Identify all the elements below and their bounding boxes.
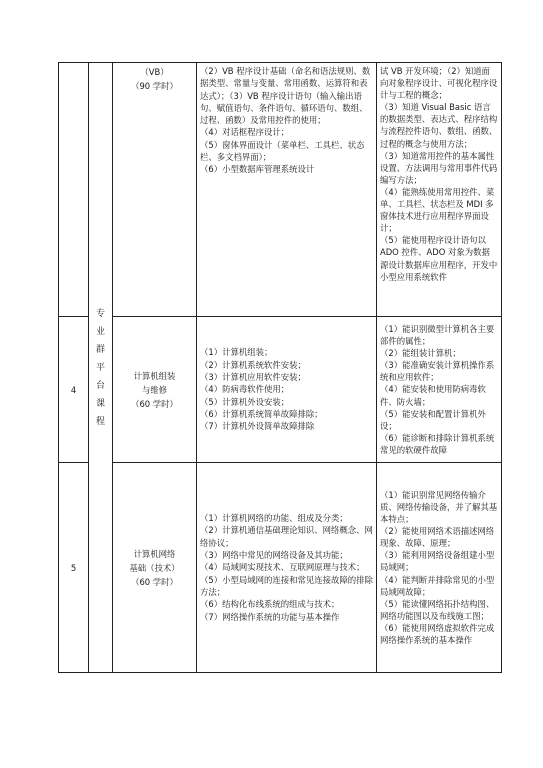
course-name-cell (113, 63, 197, 317)
row-number-cell: 5 (59, 463, 89, 673)
course-name-line: （90 学时） (131, 81, 178, 91)
goal-item: （3）知道 Visual Basic 语言的数据类型、表达式、程序结构与流程控件语句、数组、函数、过程的概念与使用方法； (380, 102, 498, 149)
content-item: （6）计算机系统简单故障排除； (200, 408, 323, 419)
goal-item: （1）能识别常见网络传输介质、网络传输设备，并了解其基本特点； (380, 489, 498, 525)
content-item: （1）计算机网络的功能、组成及分类； (200, 513, 348, 524)
course-name-line: （VB） (140, 67, 169, 77)
course-name-line: （60 学时） (131, 576, 178, 587)
goal-item: （3）能利用网络设备组建小型局域网； (380, 550, 495, 573)
course-name-line: 计算机网络 (133, 548, 176, 559)
goal-item: （3）知道常用控件的基本属性设置、方法调用与常用事件代码编写方法； (380, 150, 498, 185)
table-row (59, 463, 502, 673)
goal-item: （6）能使用网络虚拟软件完成网络操作系统的基本操作 (380, 622, 495, 646)
row-number-cell (59, 63, 89, 317)
course-content-cell (197, 63, 377, 317)
table-row (59, 317, 502, 463)
course-name-line: 基础（技术） (129, 562, 180, 573)
content-item: （2）计算机系统软件安装； (200, 359, 306, 370)
content-item: （6）结构化布线系统的组成与技术； (200, 599, 340, 610)
course-name-line: 计算机组装 (133, 370, 176, 381)
content-item: （5）小型局域网的连接和常见连接故障的排除方法； (200, 574, 373, 597)
goal-item: （6）能诊断和排除计算机系统常见的软硬件故障 (380, 432, 495, 455)
goal-item: （1）能识别微型计算机各主要部件的属性； (380, 323, 495, 347)
goal-item: （4）能判断并排除常见的小型局域网故障； (380, 574, 495, 597)
goal-item: （4）能熟练使用常用控件、菜单、工具栏、状态栏及 MDI 多窗体技术进行应用程序界面设计； (380, 186, 495, 234)
course-goal-cell (377, 317, 502, 463)
content-item: （2）计算机通信基础理论知识、网络概念、网络协议； (200, 525, 373, 548)
goal-item: （5）能使用程序设计语句以 ADO 控件、ADO 对象为数据源设计数据库应用程序，开发中小型应用系统软件 (380, 235, 498, 282)
course-name-line: 与维修 (141, 384, 168, 395)
goal-item: （5）能读懂网络拓扑结构图、网络功能图以及布线施工图； (380, 598, 495, 621)
category-cell (89, 63, 113, 673)
goal-item: 试 VB 开发环境；（2）知道面向对象程序设计、可视化程序设计与工程的概念； (380, 66, 498, 101)
course-goal-cell (377, 463, 502, 673)
course-content-cell (197, 463, 377, 673)
content-item: （5）计算机外设安装； (200, 396, 290, 407)
course-goal-cell (377, 63, 502, 317)
content-item: （4）对话框程序设计； (200, 127, 290, 138)
content-item: （4）防病毒软件使用； (200, 384, 290, 395)
course-content-cell (197, 317, 377, 463)
goal-item: （3）能准确安装计算机操作系统和应用软件； (380, 360, 495, 383)
course-name-line: （60 学时） (131, 398, 178, 409)
content-item: （7）网络操作系统的功能与基本操作 (200, 611, 340, 622)
category-label: 专业群平台课程 (95, 308, 105, 427)
table-row (59, 63, 502, 317)
goal-item: （4）能安装和使用防病毒软件、防火墙； (380, 384, 486, 407)
content-item: （3）网络中常见的网络设备及其功能； (200, 550, 348, 561)
content-item: （5）窗体界面设计（菜单栏、工具栏、状态栏、多文档界面）； (200, 139, 365, 163)
content-item: （2）VB 程序设计基础（命名和语法规则、数据类型、常量与变量、常用函数、运算符和表达式）；（3）VB 程序设计语句（输入输出语句、赋值语句、条件语句、循环语句、数组、过程、函数）及常用控件的使用； (200, 66, 371, 126)
goal-item: （5）能安装和配置计算机外设； (380, 408, 486, 431)
goal-item: （2）能组装计算机； (380, 348, 461, 359)
content-item: （7）计算机外设简单故障排除 (200, 421, 315, 432)
content-item: （3）计算机应用软件安装； (200, 372, 306, 383)
curriculum-table (58, 62, 502, 673)
content-item: （1）计算机组装； (200, 347, 273, 358)
content-item: （4）局域网实现技术、互联网原理与技术； (200, 562, 365, 573)
course-name-cell (113, 463, 197, 673)
goal-item: （2）能使用网络术语描述网络现象、故障、原理； (380, 526, 495, 549)
row-number-cell: 4 (59, 317, 89, 463)
content-item: （6）小型数据库管理系统设计 (200, 164, 315, 175)
course-name-cell (113, 317, 197, 463)
